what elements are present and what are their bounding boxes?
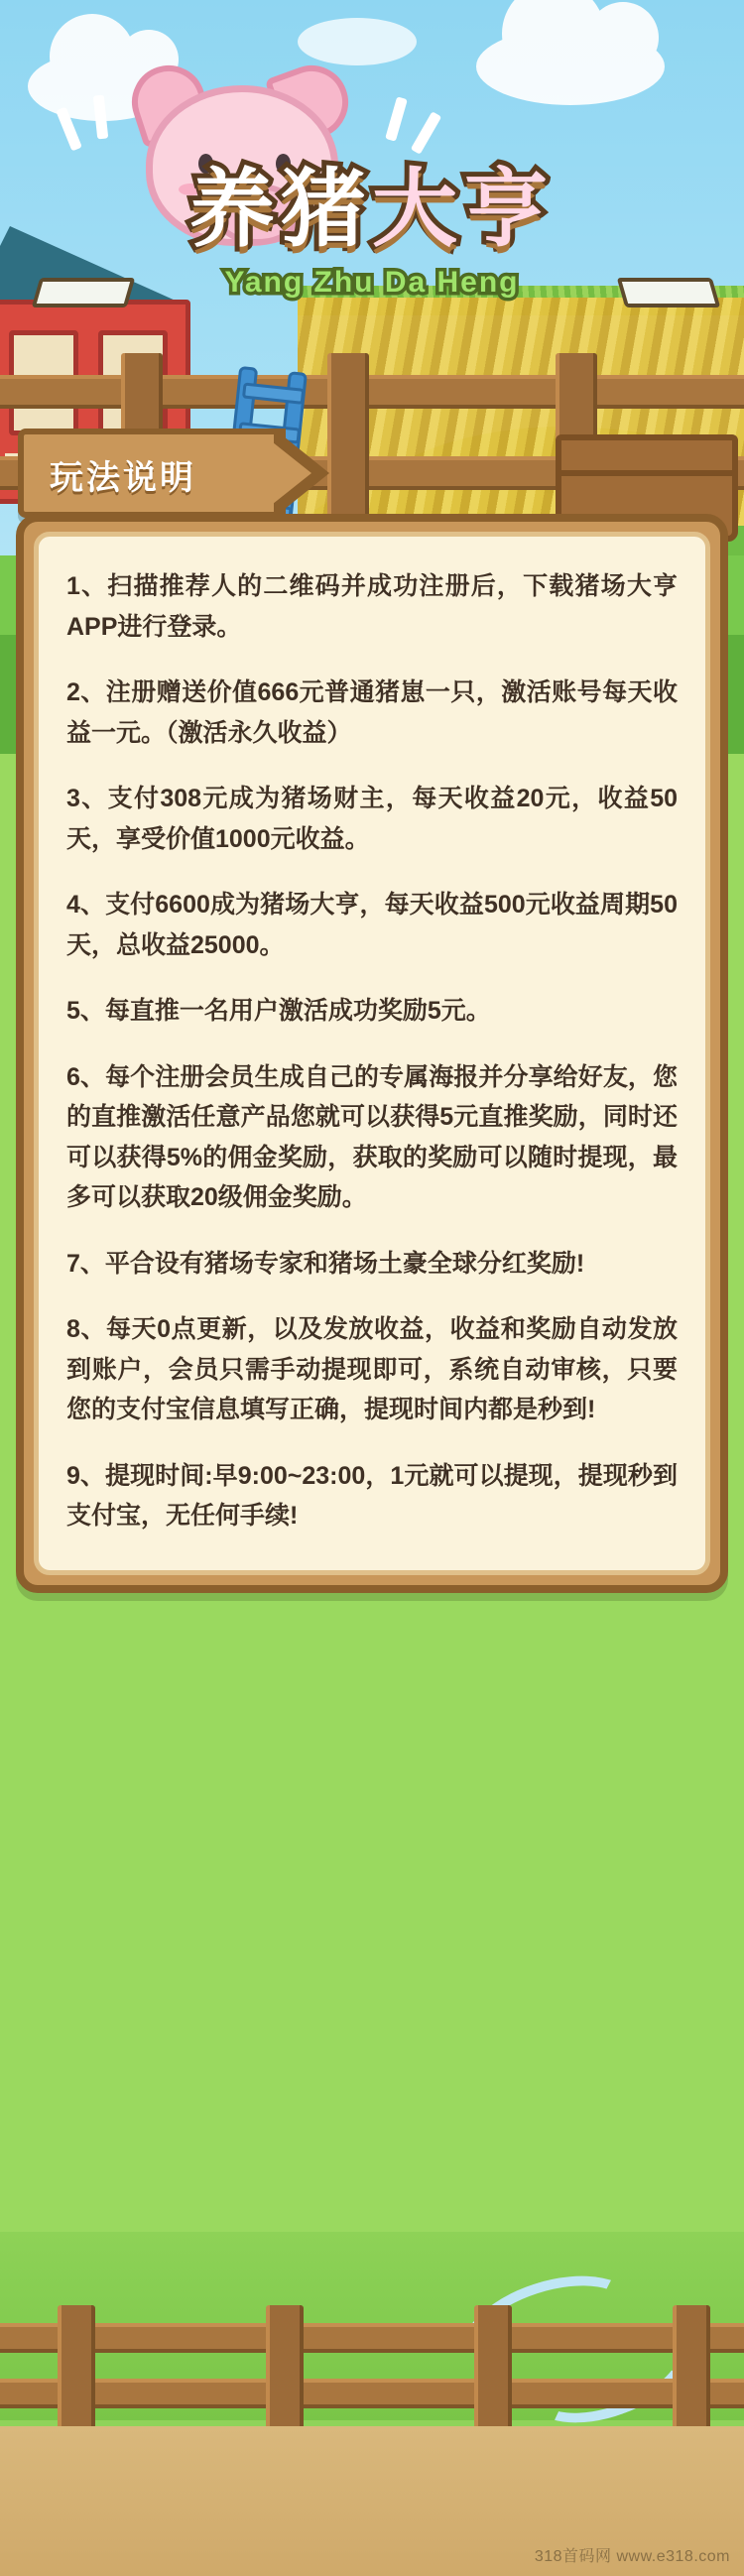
- rule-item: 2、注册赠送价值666元普通猪崽一只，激活账号每天收益一元。（激活永久收益）: [66, 678, 678, 747]
- rule-item: 8、每天0点更新，以及发放收益，收益和奖励自动发放到账户，会员只需手动提现即可，系统自动审核，只要您的支付宝信息填写正确，提现时间内都是秒到!: [66, 1315, 678, 1423]
- rules-card: [16, 514, 728, 1593]
- footer-scene: [0, 2232, 744, 2576]
- fence-post: [266, 2305, 304, 2444]
- site-watermark: 318首码网 www.e318.com: [534, 2548, 730, 2565]
- rule-item: 7、平合设有猪场专家和猪场土豪全球分红奖励!: [66, 1249, 585, 1278]
- fence-rail: [0, 2323, 744, 2353]
- fence-rail: [0, 375, 744, 409]
- fence-post: [474, 2305, 512, 2444]
- section-title: 玩法说明: [50, 459, 196, 497]
- rule-item: 6、每个注册会员生成自己的专属海报并分享给好友，您的直推激活任意产品您就可以获得5元直推奖励，同时还可以获得5%的佣金奖励，获取的奖励可以随时提现，最多可以获取20级佣金奖励。: [66, 1062, 678, 1211]
- sparkle-icon: [411, 111, 442, 155]
- rule-item: 3、支付308元成为猪场财主，每天收益20元，收益50天，享受价值1000元收益。: [66, 785, 678, 853]
- rule-item: 9、提现时间:早9:00~23:00，1元就可以提现，提现秒到支付宝，无任何手续!: [66, 1461, 678, 1530]
- fence-post: [58, 2305, 95, 2444]
- section-sign-board: [18, 429, 286, 518]
- cloud-icon: [476, 28, 665, 105]
- subtitle-text: Yang Zhu Da Heng: [224, 266, 520, 299]
- rule-item: 1、扫描推荐人的二维码并成功注册后，下载猪场大亨APP进行登录。: [66, 572, 678, 641]
- arrow-right-icon-inner: [268, 438, 311, 508]
- cloud-icon: [298, 18, 417, 65]
- rules-card-body: [34, 532, 710, 1575]
- sparkle-icon: [385, 96, 408, 141]
- fence-post: [673, 2305, 710, 2444]
- title-text-part2: 大亨: [372, 162, 555, 257]
- title-text-part1: 养猪: [189, 162, 372, 257]
- rule-item: 5、每直推一名用户激活成功奖励5元。: [66, 997, 491, 1025]
- fence-rail: [0, 2379, 744, 2408]
- ribbon-decoration-left: [32, 278, 136, 307]
- title-line: [0, 162, 744, 257]
- rule-item: 4、支付6600成为猪场大亨，每天收益500元收益周期50天，总收益25000。: [66, 891, 678, 959]
- ribbon-decoration-right: [617, 278, 721, 307]
